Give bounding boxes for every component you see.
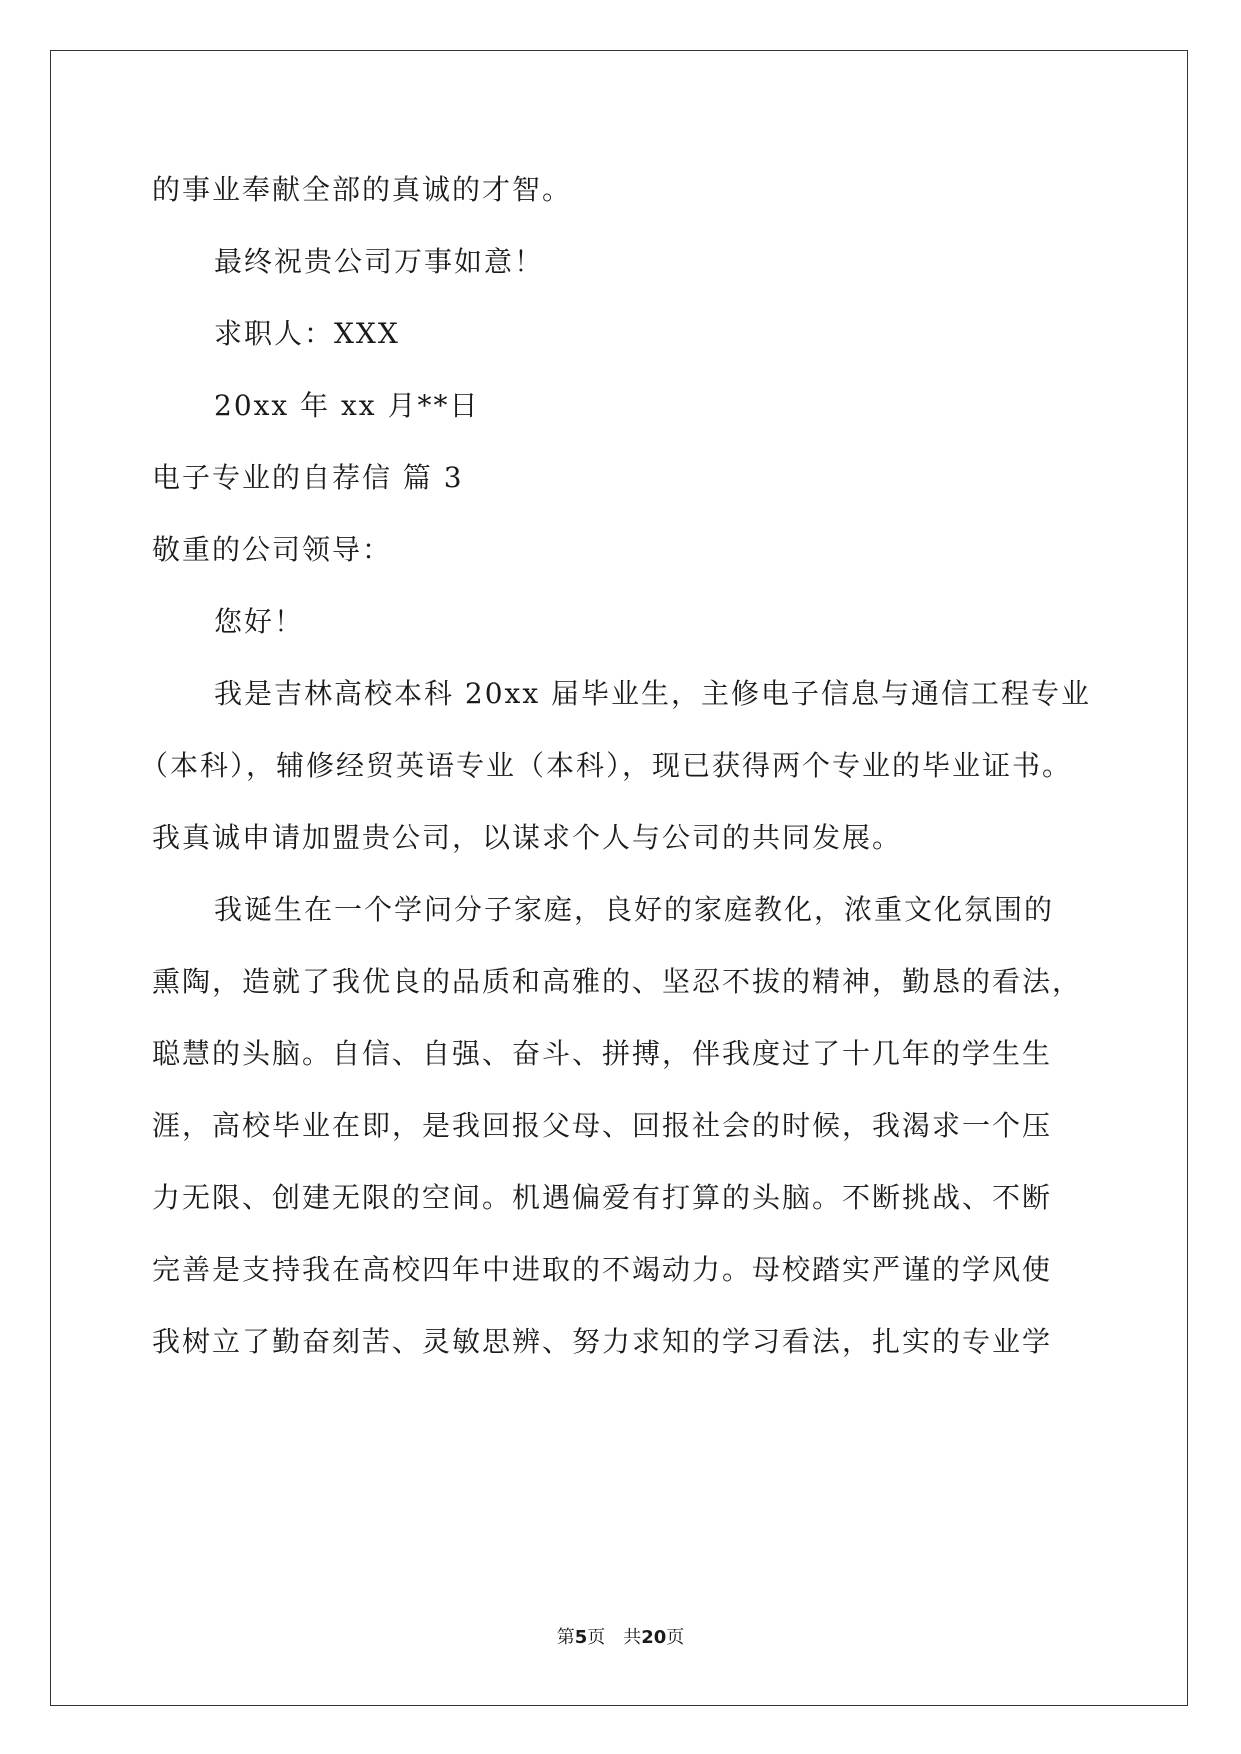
text-line: 我诞生在一个学问分子家庭，良好的家庭教化，浓重文化氛围的 — [214, 893, 1055, 926]
applicant-signature: 求职人：XXX — [214, 317, 400, 350]
text-line: 力无限、创建无限的空间。机遇偏爱有打算的头脑。不断挑战、不断 — [152, 1181, 1053, 1214]
text-line: 完善是支持我在高校四年中进取的不竭动力。母校踏实严谨的学风使 — [152, 1253, 1053, 1286]
text-line: 熏陶，造就了我优良的品质和高雅的、坚忍不拔的精神，勤恳的看法， — [152, 965, 1083, 998]
letter-date: 20xx 年 xx 月**日 — [214, 389, 480, 422]
text-line: 我是吉林高校本科 20xx 届毕业生，主修电子信息与通信工程专业 — [214, 677, 1092, 710]
footer-middle: 页 共 — [587, 1627, 642, 1648]
text-line: 涯，高校毕业在即，是我回报父母、回报社会的时候，我渴求一个压 — [152, 1109, 1053, 1142]
text-line: （本科），辅修经贸英语专业（本科），现已获得两个专业的毕业证书。 — [140, 749, 1073, 782]
text-line: 我真诚申请加盟贵公司，以谋求个人与公司的共同发展。 — [152, 821, 903, 854]
text-line: 聪慧的头脑。自信、自强、奋斗、拼搏，伴我度过了十几年的学生生 — [152, 1037, 1053, 1070]
section-heading: 电子专业的自荐信 篇 3 — [152, 461, 464, 494]
page-footer — [0, 1626, 1241, 1650]
greeting: 您好！ — [214, 605, 305, 638]
salutation: 敬重的公司领导： — [152, 533, 393, 566]
footer-total-pages: 20 — [641, 1627, 667, 1648]
text-line: 我树立了勤奋刻苦、灵敏思辨、努力求知的学习看法，扎实的专业学 — [152, 1325, 1053, 1358]
page-border — [50, 50, 1188, 1706]
closing-wish: 最终祝贵公司万事如意！ — [214, 245, 545, 278]
footer-page-number: 5 — [574, 1627, 588, 1648]
footer-prefix: 第 — [556, 1627, 575, 1648]
footer-suffix: 页 — [666, 1627, 685, 1648]
text-line: 的事业奉献全部的真诚的才智。 — [152, 173, 573, 206]
